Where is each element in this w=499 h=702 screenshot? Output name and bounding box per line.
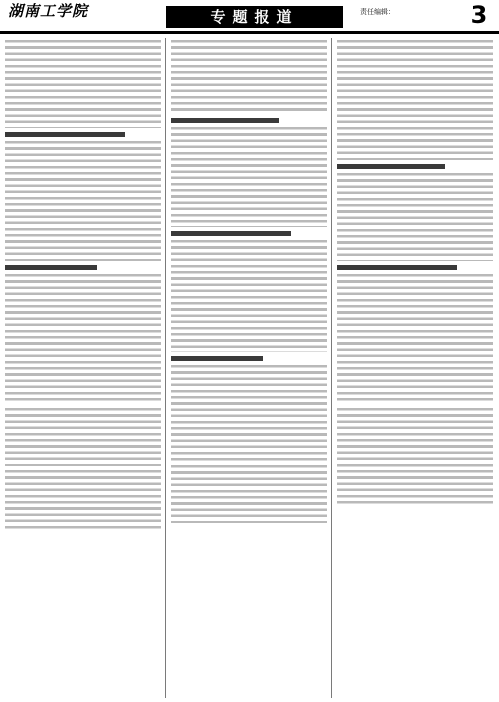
text-block [337,274,493,404]
subheading [171,231,291,236]
page-number: 3 [470,1,488,29]
masthead-rule [0,31,499,34]
column-1 [5,38,161,698]
text-block [171,240,327,352]
text-block [5,141,161,261]
text-block [337,173,493,261]
text-block [5,40,161,128]
subheading [337,164,445,169]
text-block [5,408,161,466]
column-3 [337,38,493,698]
text-block [337,40,493,160]
subheading [171,356,263,361]
masthead [0,0,499,31]
text-block [337,408,493,504]
article-body [5,38,494,698]
subheading [171,118,279,123]
text-block [5,470,161,532]
section-banner [166,6,343,28]
paper-name: 湖南工学院 [8,2,89,20]
subheading [5,265,97,270]
text-block [171,127,327,227]
editor-line: 责任编辑： [360,8,395,16]
subheading [5,132,125,137]
column-2 [171,38,327,698]
section-title: 专题报道 [210,8,299,26]
text-block [171,40,327,114]
column-divider [165,38,166,698]
text-block [5,274,161,404]
subheading [337,265,457,270]
text-block [171,365,327,461]
text-block [171,465,327,523]
column-divider [331,38,332,698]
